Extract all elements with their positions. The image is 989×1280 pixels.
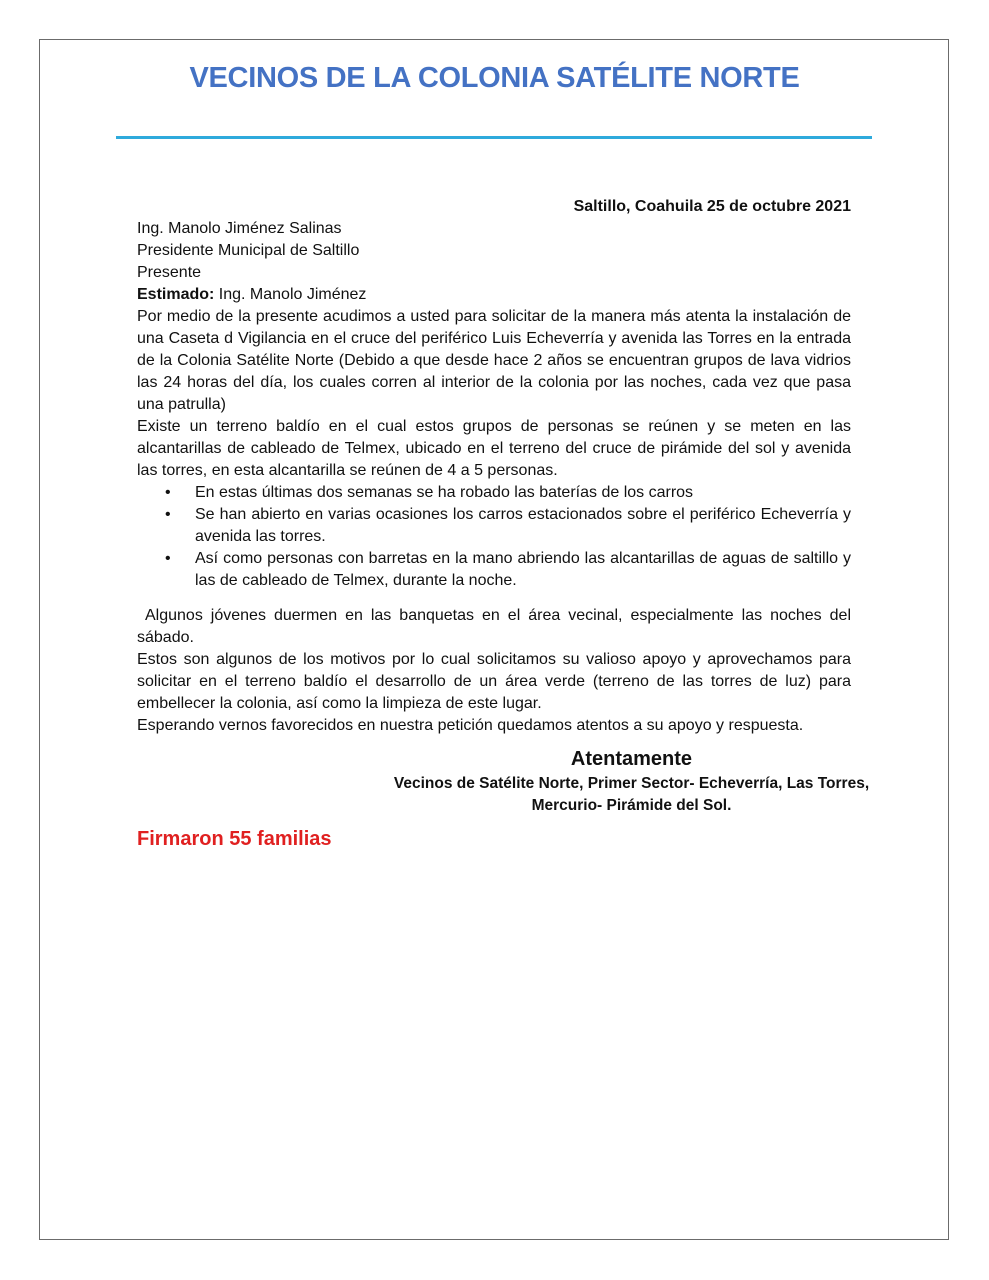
paragraph-closing: Esperando vernos favorecidos en nuestra petición quedamos atentos a su apoyo y respuesta. [137, 717, 804, 734]
list-item [137, 548, 851, 592]
signed-families-note: Firmaron 55 familias [137, 828, 332, 850]
paragraph-youths: Algunos jóvenes duermen en las banquetas en el área vecinal, especialmente las noches del sábado. [137, 607, 856, 646]
signature-line-2: Mercurio- Pirámide del Sol. [531, 797, 732, 814]
greeting-name: Ing. Manolo Jiménez [214, 286, 367, 303]
list-item-text: En estas últimas dos semanas se ha robado las baterías de los carros [195, 484, 694, 501]
title-underline-rule [116, 136, 872, 139]
signature-title: Atentamente [570, 748, 693, 770]
paragraph-request: Por medio de la presente acudimos a usted para solicitar de la manera más atenta la instalación de una Caseta d Vigilancia en el cruce del periférico Luis Echeverría y avenida las Torres en la entrada de la Colonia Satélite Norte (Debido a que desde hace 2 años se encuentran grupos de lava vidrios las 24 horas del día, los cuales corren al interior de la colonia por las noches, cada vez que pasa una patrulla) [137, 308, 851, 413]
bullet-icon: • [165, 484, 171, 501]
bullet-icon: • [165, 550, 171, 567]
recipient-closing: Presente [137, 264, 202, 281]
recipient-position: Presidente Municipal de Saltillo [137, 242, 360, 259]
recipient-name: Ing. Manolo Jiménez Salinas [137, 220, 342, 237]
greeting [137, 284, 851, 306]
list-item [137, 482, 851, 504]
paragraph-motives: Estos son algunos de los motivos por lo cual solicitamos su valioso apoyo y aprovechamos para solicitar en el terreno baldío el desarrollo de un área verde (terreno de las torres de luz) para embellecer la colonia, así como la limpieza de este lugar. [137, 651, 851, 712]
list-item-text: Así como personas con barretas en la mano abriendo las alcantarillas de aguas de saltillo y las de cableado de Telmex, durante la noche. [195, 550, 851, 589]
greeting-label: Estimado: [137, 286, 215, 303]
list-item-text: Se han abierto en varias ocasiones los carros estacionados sobre el periférico Echeverría y avenida las torres. [195, 506, 851, 545]
letter-body [137, 196, 870, 853]
date-line: Saltillo, Coahuila 25 de octubre 2021 [573, 198, 851, 215]
list-item [137, 504, 851, 548]
incident-list [137, 482, 851, 592]
bullet-icon: • [165, 506, 171, 523]
document-title: VECINOS DE LA COLONIA SATÉLITE NORTE [189, 62, 800, 94]
signature-line-1: Vecinos de Satélite Norte, Primer Sector- Echeverría, Las Torres, [393, 775, 870, 792]
paragraph-terrain: Existe un terreno baldío en el cual estos grupos de personas se reúnen y se meten en las alcantarillas de cableado de Telmex, ubicado en el terreno del cruce de pirámide del sol y avenida las torres, en esta alcantarilla se reúnen de 4 a 5 personas. [137, 418, 851, 479]
